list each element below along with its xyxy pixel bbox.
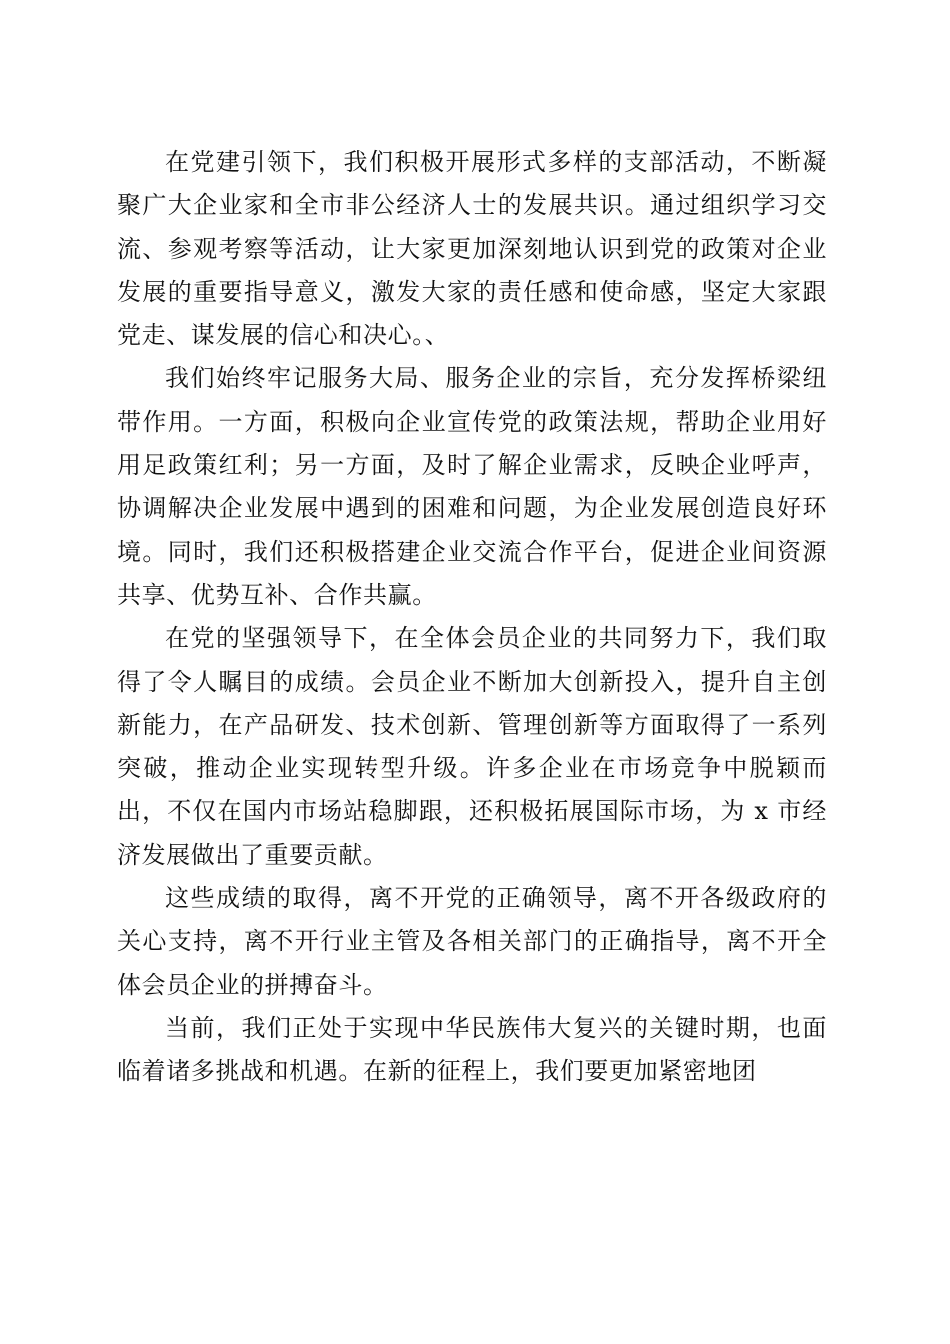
paragraph-2: 我们始终牢记服务大局、服务企业的宗旨，充分发挥桥梁纽带作用。一方面，积极向企业宣传党的政策法规，帮助企业用好用足政策红利；另一方面，及时了解企业需求，反映企业呼声，协调解决企业发展中遇到的困难和问题，为企业发展创造良好环境。同时，我们还积极搭建企业交流合作平台，促进企业间资源共享、优势互补、合作共赢。 bbox=[117, 364, 827, 609]
paragraph-1: 在党建引领下，我们积极开展形式多样的支部活动，不断凝聚广大企业家和全市非公经济人士的发展共识。通过组织学习交流、参观考察等活动，让大家更加深刻地认识到党的政策对企业发展的重要指导意义，激发大家的责任感和使命感，坚定大家跟党走、谋发展的信心和决心。、 bbox=[117, 148, 827, 350]
paragraph-5: 当前，我们正处于实现中华民族伟大复兴的关键时期，也面临着诸多挑战和机遇。在新的征程上，我们要更加紧密地团 bbox=[117, 1013, 827, 1086]
paragraph-4: 这些成绩的取得，离不开党的正确领导，离不开各级政府的关心支持，离不开行业主管及各相关部门的正确指导，离不开全体会员企业的拼搏奋斗。 bbox=[117, 884, 827, 999]
document-body bbox=[117, 141, 827, 1094]
paragraph-3: 在党的坚强领导下，在全体会员企业的共同努力下，我们取得了令人瞩目的成绩。会员企业不断加大创新投入，提升自主创新能力，在产品研发、技术创新、管理创新等方面取得了一系列突破，推动企业实现转型升级。许多企业在市场竞争中脱颖而出，不仅在国内市场站稳脚跟，还积极拓展国际市场，为 x 市经济发展做出了重要贡献。 bbox=[117, 624, 827, 869]
